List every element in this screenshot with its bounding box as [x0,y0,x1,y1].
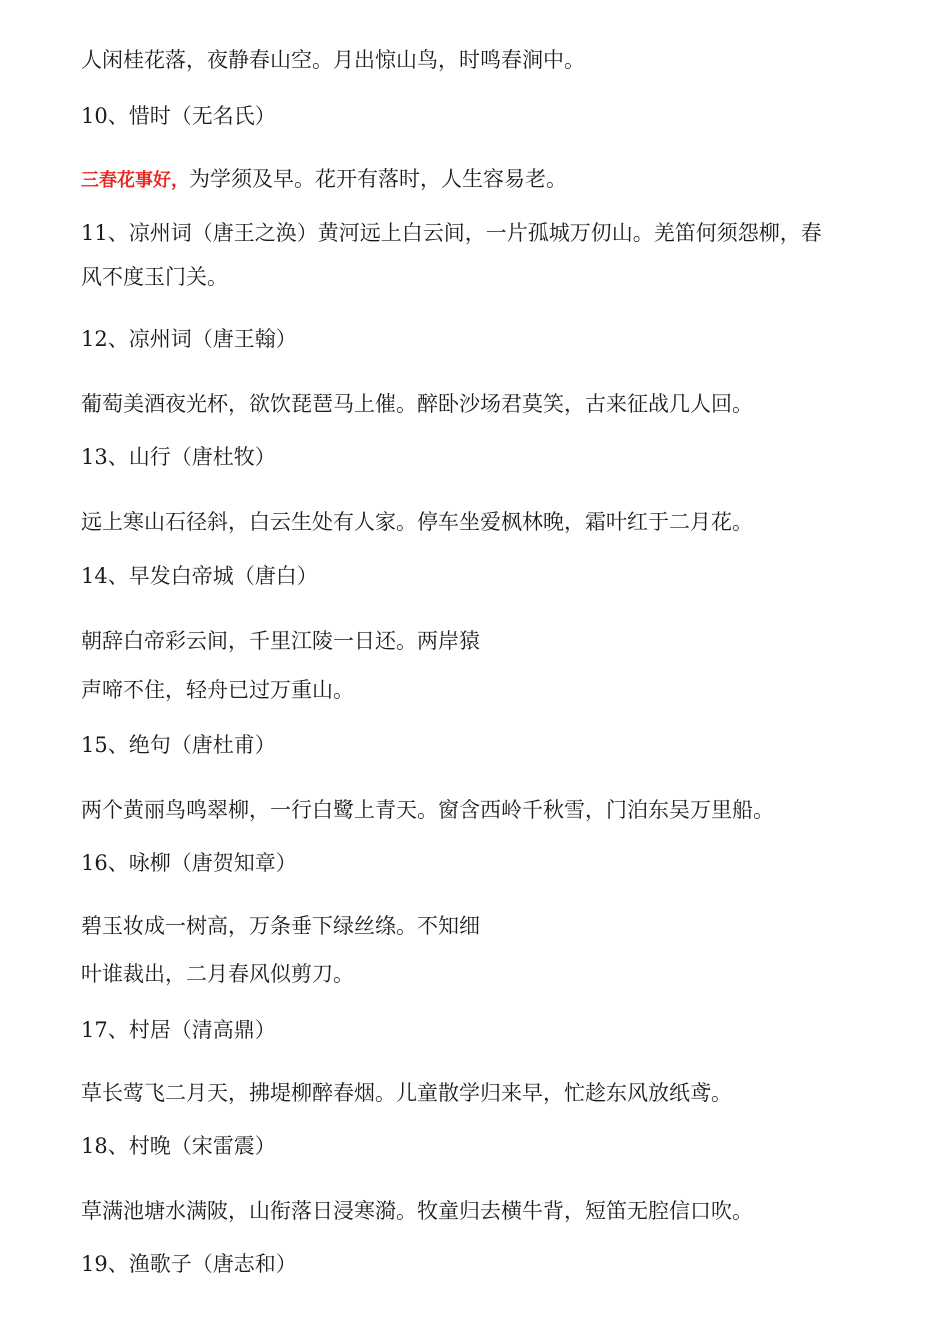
poem-text-line: 朝辞白帝彩云间，千里江陵一日还。两岸猿 [81,629,480,653]
poem-text-line: 葡萄美酒夜光杯，欲饮琵琶马上催。醉卧沙场君莫笑，古来征战几人回。 [81,392,753,416]
poem-text-line: 两个黄丽鸟鸣翠柳，一行白鹭上青天。窗含西岭千秋雪，门泊东吴万里船。 [81,798,774,822]
poem-heading: 19、渔歌子（唐志和） [81,1252,297,1276]
poem-heading: 17、村居（清高鼎） [81,1018,276,1042]
poem-heading-with-text: 11、凉州词（唐王之涣）黄河远上白云间，一片孤城万仞山。羌笛何须怨柳，春 [81,221,822,245]
poem-text-line [81,165,567,195]
poem-text-line: 草长莺飞二月天，拂堤柳醉春烟。儿童散学归来早，忙趁东风放纸鸢。 [81,1081,732,1105]
poem-text-line: 远上寒山石径斜，白云生处有人家。停车坐爱枫林晚，霜叶红于二月花。 [81,510,753,534]
poem-text-line: 草满池塘水满陂，山衔落日浸寒漪。牧童归去横牛背，短笛无腔信口吹。 [81,1199,753,1223]
poem-text-line: 碧玉妆成一树高，万条垂下绿丝绦。不知细 [81,914,480,938]
poem-heading: 12、凉州词（唐王翰） [81,327,297,351]
poem-heading: 18、村晚（宋雷震） [81,1134,276,1158]
highlighted-text: 三春花事好， [81,170,189,191]
poem-text-line: 风不度玉门关。 [81,265,228,289]
poem-heading: 15、绝句（唐杜甫） [81,733,276,757]
poem-text-line: 叶谁裁出，二月春风似剪刀。 [81,962,354,986]
poem-heading: 13、山行（唐杜牧） [81,445,276,469]
poem-text-rest: 为学须及早。花开有落时，人生容易老。 [189,167,567,191]
poem-heading: 10、惜时（无名氏） [81,104,276,128]
poem-heading: 16、咏柳（唐贺知章） [81,851,297,875]
poem-text-line: 声啼不住，轻舟已过万重山。 [81,678,354,702]
poem-text-line: 人闲桂花落，夜静春山空。月出惊山鸟，时鸣春涧中。 [81,48,585,72]
poem-heading: 14、早发白帝城（唐白） [81,564,318,588]
